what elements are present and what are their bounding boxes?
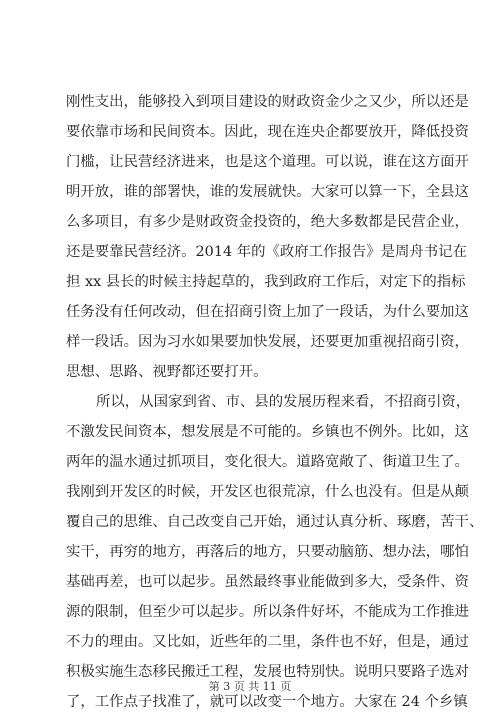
body-line: 要依靠市场和民间资本。因此，现在连央企都要放开，降低投资	[66, 124, 469, 140]
body-line: 两年的温水通过抓项目，变化很大。道路宽敞了、街道卫生了。	[66, 454, 469, 470]
body-line: 门槛，让民营经济进来，也是这个道理。可以说，谁在这方面开	[66, 154, 469, 170]
body-line: 样一段话。因为习水如果要加快发展，还要更加重视招商引资，	[66, 334, 469, 350]
body-line: 不力的理由。又比如，近些年的二里，条件也不好，但是，通过	[66, 634, 469, 650]
body-line: 了，工作点子找准了，就可以改变一个地方。大家在 24 个乡镇	[66, 694, 468, 710]
body-line: 思想、思路、视野都还要打开。	[66, 364, 268, 380]
body-line: 不激发民间资本，想发展是不可能的。乡镇也不例外。比如，这	[66, 424, 469, 440]
body-line: 积极实施生态移民搬迁工程，发展也特别快。说明只要路子选对	[66, 664, 469, 680]
body-line: 源的限制，但至少可以起步。所以条件好坏，不能成为工作推进	[66, 604, 469, 620]
body-line: 实干，再穷的地方，再落后的地方，只要动脑筋、想办法，哪怕	[66, 544, 469, 560]
body-line: 覆自己的思维、自己改变自己开始，通过认真分析、琢磨，苦干、	[66, 514, 484, 530]
body-line: 明开放，谁的部署快，谁的发展就快。大家可以算一下，全县这	[66, 184, 469, 200]
body-line: 担 xx 县长的时候主持起草的，我到政府工作后，对定下的指标	[66, 274, 466, 290]
body-line: 基础再差，也可以起步。虽然最终事业能做到多大，受条件、资	[66, 574, 469, 590]
page-number-footer: 第 3 页 共 11 页	[208, 680, 292, 693]
body-line: 我刚到开发区的时候，开发区也很荒凉，什么也没有。但是从颠	[66, 484, 469, 500]
paragraph-first-line: 所以，从国家到省、市、县的发展历程来看，不招商引资，	[96, 394, 471, 410]
body-line: 么多项目，有多少是财政资金投资的，绝大多数都是民营企业，	[66, 214, 469, 230]
body-line: 刚性支出，能够投入到项目建设的财政资金少之又少，所以还是	[66, 94, 469, 110]
body-line: 任务没有任何改动，但在招商引资上加了一段话，为什么要加这	[66, 304, 469, 320]
body-line: 还是要靠民营经济。2014 年的《政府工作报告》是周舟书记在	[66, 244, 467, 260]
